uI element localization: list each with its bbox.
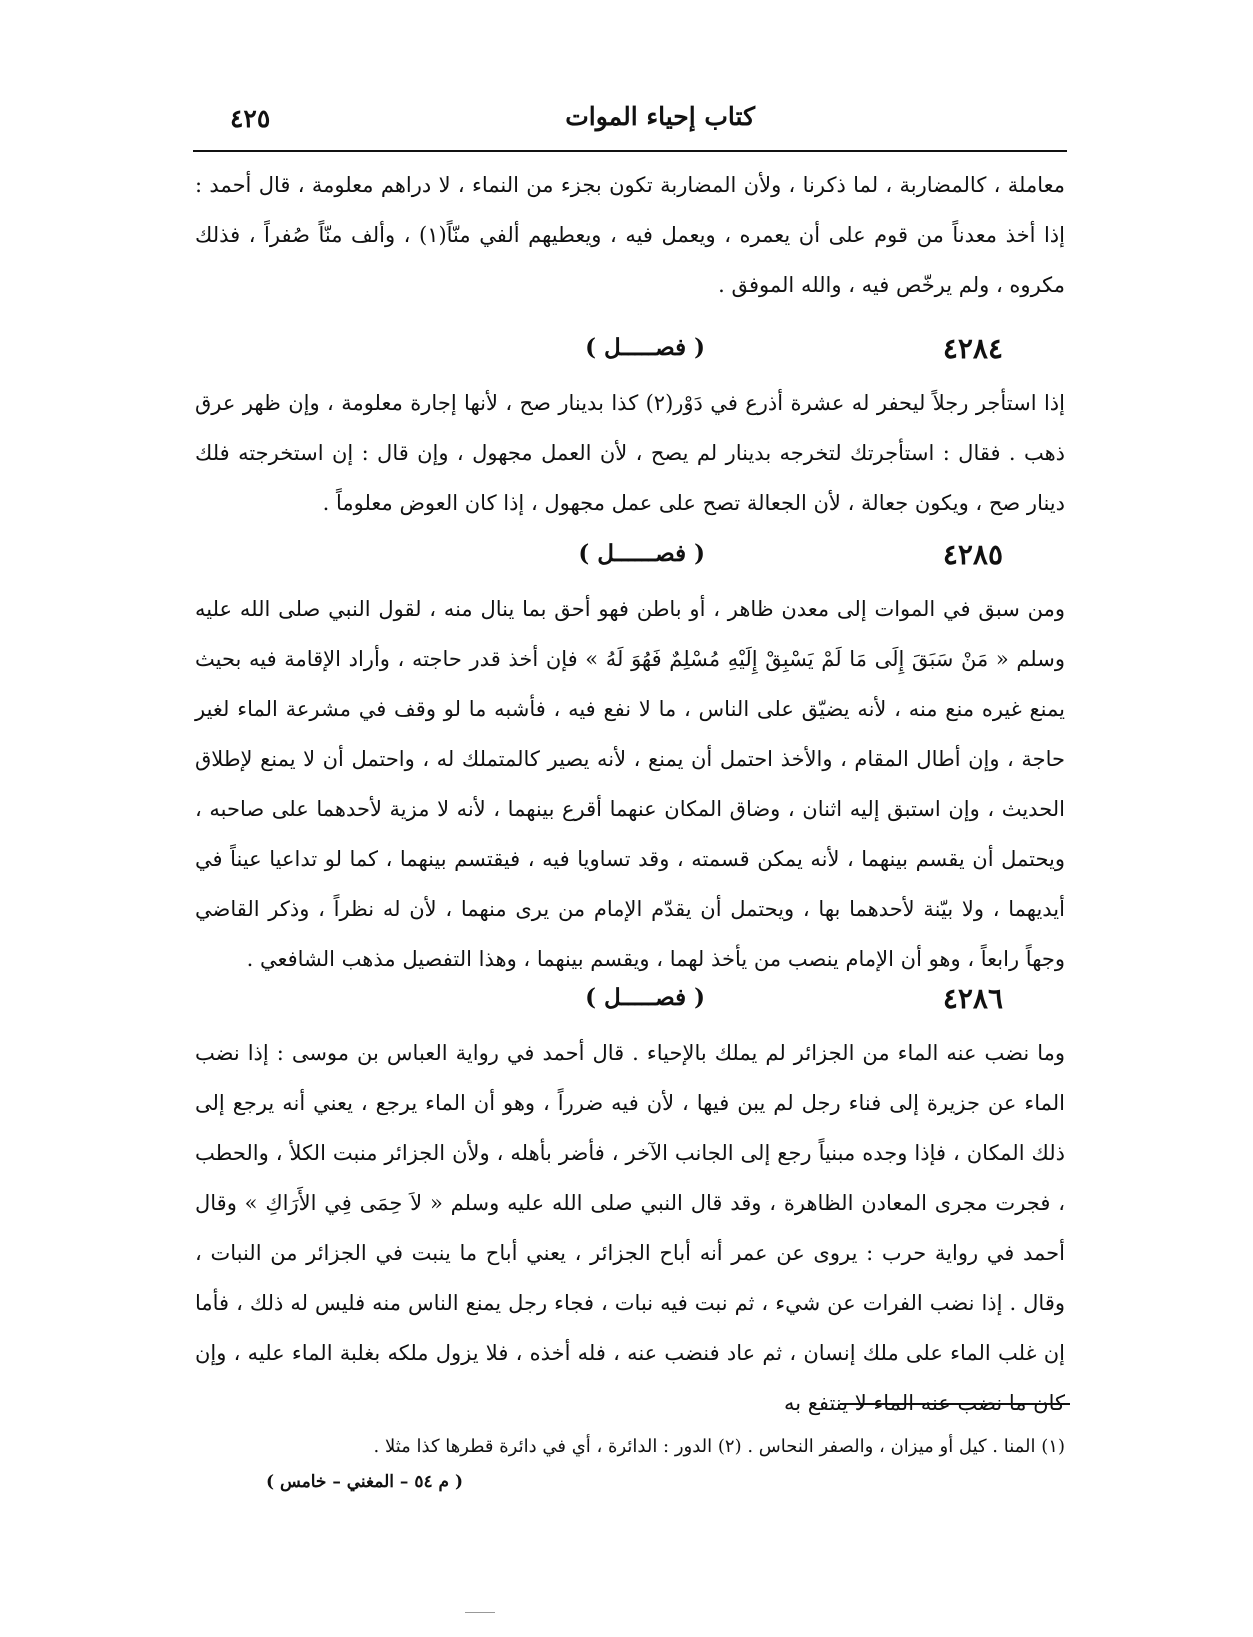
section-text-4284: إذا استأجر رجلاً ليحفر له عشرة أذرع في دَوْر(٢) كذا بدينار صح ، لأنها إجارة معلومة ، وإن ظهر عرق ذهب . فقال : استأجرتك لتخرجه بدينار لم يصح ، لأن العمل مجهول ، وإن قال : إن استخرجته فلك دينار صح ، ويكون جعالة ، لأن الجعالة تصح على عمل مجهول ، إذا كان العوض معلوماً .: [195, 391, 1065, 515]
section-heading-4284: [195, 332, 1065, 380]
section-number: ٤٢٨٥: [942, 538, 1003, 571]
section-heading-4286: [195, 982, 1065, 1030]
page-header: [195, 100, 1065, 140]
page-number: ٤٢٥: [230, 104, 271, 133]
section-heading-4285: [195, 538, 1065, 586]
printer-signature: ( م ٥٤ – المغني – خامس ): [265, 1472, 463, 1492]
section-text-4285: ومن سبق في الموات إلى معدن ظاهر ، أو باطن فهو أحق بما ينال منه ، لقول النبي صلى الله عليه وسلم « مَنْ سَبَقَ إِلَى مَا لَمْ يَسْبِقْ إِلَيْهِ مُسْلِمٌ فَهُوَ لَهُ » فإن أخذ قدر حاجته ، وأراد الإقامة فيه بحيث يمنع غيره منع منه ، لأنه يضيّق على الناس ، ما لا نفع فيه ، فأشبه ما لو وقف في مشرعة الماء لغير حاجة ، وإن أطال المقام ، والأخذ احتمل أن يمنع ، لأنه يصير كالمتملك له ، واحتمل أن لا يمنع لإطلاق الحديث ، وإن استبق إليه اثنان ، وضاق المكان عنهما أقرع بينهما ، لأنه لا مزية لأحدهما على صاحبه ، ويحتمل أن يقسم بينهما ، لأنه يمكن قسمته ، وقد تساويا فيه ، فيقتسم بينهما ، كما لو تداعيا عيناً في أيديهما ، ولا بيّنة لأحدهما بها ، ويحتمل أن يقدّم الإمام من يرى منهما ، لأن له نظراً ، وذكر القاضي وجهاً رابعاً ، وهو أن الإمام ينصب من يأخذ لهما ، ويقسم بينهما ، وهذا التفصيل مذهب الشافعي .: [195, 597, 1065, 971]
header-divider: [193, 150, 1067, 152]
footnote-divider: [840, 1403, 1070, 1405]
intro-paragraph: معاملة ، كالمضاربة ، لما ذكرنا ، ولأن المضاربة تكون بجزء من النماء ، لا دراهم معلومة ، قال أحمد : إذا أخذ معدناً من قوم على أن يعمره ، ويعمل فيه ، ويعطيهم ألفي منّاً(١) ، وألف منّاً صُفراً ، فذلك مكروه ، ولم يرخّص فيه ، والله الموفق .: [195, 173, 1065, 297]
section-number: ٤٢٨٤: [942, 332, 1003, 365]
running-title: كتاب إحياء الموات: [565, 102, 755, 131]
section-number: ٤٢٨٦: [942, 982, 1003, 1015]
section-title: ( فصـــــل ): [585, 984, 705, 1011]
section-text-4286: وما نضب عنه الماء من الجزائر لم يملك بالإحياء . قال أحمد في رواية العباس بن موسى : إذا نضب الماء عن جزيرة إلى فناء رجل لم يبن فيها ، لأن فيه ضرراً ، وهو أن الماء يرجع ، يعني أنه يرجع إلى ذلك المكان ، فإذا وجده مبنياً رجع إلى الجانب الآخر ، فأضر بأهله ، ولأن الجزائر منبت الكلأ ، والحطب ، فجرت مجرى المعادن الظاهرة ، وقد قال النبي صلى الله عليه وسلم « لاَ حِمَى فِي الأَرَاكِ » وقال أحمد في رواية حرب : يروى عن عمر أنه أباح الجزائر ، يعني أباح ما ينبت في الجزائر من النبات ، وقال . إذا نضب الفرات عن شيء ، ثم نبت فيه نبات ، فجاء رجل يمنع الناس منه فليس له ذلك ، فأما إن غلب الماء على ملك إنسان ، ثم عاد فنضب عنه ، فله أخذه ، فلا يزول ملكه بغلبة الماء عليه ، وإن كان ما نضب عنه الماء لا ينتفع به: [195, 1041, 1065, 1415]
section-title: ( فصـــــل ): [585, 334, 705, 361]
section-title: ( فصــــــل ): [578, 540, 705, 567]
footnotes: (١) المنا . كيل أو ميزان ، والصفر النحاس . (٢) الدور : الدائرة ، أي في دائرة قطرها كذا مثلا .: [373, 1436, 1065, 1457]
bottom-mark: [465, 1612, 495, 1613]
